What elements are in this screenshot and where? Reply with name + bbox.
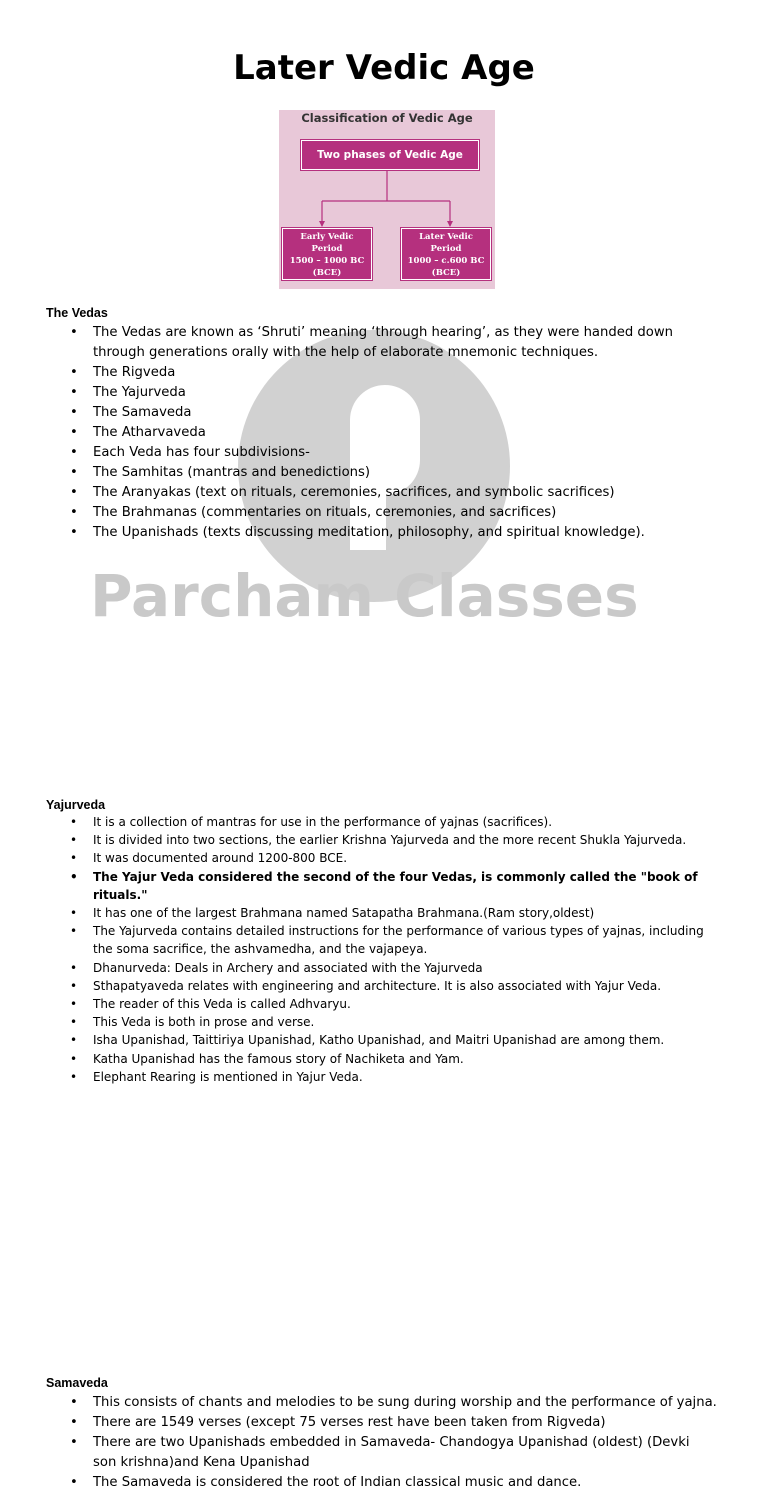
list-item: • The reader of this Veda is called Adhvaryu.: [46, 995, 726, 1013]
watermark-text: Parcham Classes: [90, 562, 639, 630]
diagram-text: (BCE): [312, 268, 342, 278]
diagram-title: Classification of Vedic Age: [301, 111, 473, 125]
list-item: • It was documented around 1200-800 BCE.: [46, 849, 726, 867]
list-item: • Elephant Rearing is mentioned in Yajur Veda.: [46, 1068, 726, 1086]
list-item: • The Samaveda is considered the root of Indian classical music and dance.: [46, 1473, 726, 1493]
list-item: • This consists of chants and melodies to be sung during worship and the performance of yajna.: [46, 1393, 726, 1413]
list-item: • The Aranyakas (text on rituals, ceremonies, sacrifices, and symbolic sacrifices): [46, 483, 726, 503]
section-heading: The Vedas: [46, 306, 108, 320]
yajurveda-list: [46, 813, 726, 1086]
list-item: • Katha Upanishad has the famous story of Nachiketa and Yam.: [46, 1050, 726, 1068]
list-item: • The Yajurveda contains detailed instructions for the performance of various types of yajnas, including the soma sacrifice, the ashvamedha, and the vajapeya.: [46, 922, 726, 958]
list-item: • The Rigveda: [46, 363, 726, 383]
diagram-root-box: Two phases of Vedic Age: [301, 140, 479, 170]
list-item: • Dhanurveda: Deals in Archery and associated with the Yajurveda: [46, 959, 726, 977]
list-item: • There are 1549 verses (except 75 verses rest have been taken from Rigveda): [46, 1413, 726, 1433]
section-heading: Yajurveda: [46, 798, 106, 812]
diagram-text: Period: [311, 244, 343, 254]
list-item: • There are two Upanishads embedded in Samaveda- Chandogya Upanishad (oldest) (Devki son krishna)and Kena Upanishad: [46, 1433, 726, 1473]
list-item: • The Brahmanas (commentaries on rituals, ceremonies, and sacrifices): [46, 503, 726, 523]
list-item: • The Samaveda: [46, 403, 726, 423]
vedas-section: [46, 306, 726, 543]
list-item: • The Samhitas (mantras and benedictions): [46, 463, 726, 483]
samaveda-section: [46, 1376, 726, 1493]
section-heading: Samaveda: [46, 1376, 108, 1391]
list-item: • The Yajurveda: [46, 383, 726, 403]
yajurveda-section: [46, 798, 726, 1086]
list-item: • The Vedas are known as ‘Shruti’ meaning ‘through hearing’, as they were handed down through generations orally with the help of elaborate mnemonic techniques.: [46, 323, 726, 363]
list-item: • It is a collection of mantras for use in the performance of yajnas (sacrifices).: [46, 813, 726, 831]
diagram-text: Later Vedic: [419, 232, 473, 242]
list-item: • It has one of the largest Brahmana named Satapatha Brahmana.(Ram story,oldest): [46, 904, 726, 922]
diagram-text: 1000 – c.600 BC: [407, 256, 485, 266]
list-item: • The Atharvaveda: [46, 423, 726, 443]
diagram-text: 1500 – 1000 BC: [289, 256, 365, 266]
list-item: • Each Veda has four subdivisions-: [46, 443, 726, 463]
diagram-text: (BCE): [431, 268, 461, 278]
list-item: • Isha Upanishad, Taittiriya Upanishad, Katho Upanishad, and Maitri Upanishad are among them.: [46, 1031, 726, 1049]
samaveda-list: [46, 1393, 726, 1493]
diagram-early-vedic-box: [282, 228, 372, 280]
list-item: • This Veda is both in prose and verse.: [46, 1013, 726, 1031]
list-item: • It is divided into two sections, the earlier Krishna Yajurveda and the more recent Shukla Yajurveda.: [46, 831, 726, 849]
page-title: Later Vedic Age: [233, 48, 535, 88]
vedic-age-diagram: [279, 110, 495, 289]
diagram-text: Early Vedic: [300, 232, 354, 242]
list-item: • The Yajur Veda considered the second of the four Vedas, is commonly called the "book of rituals.": [46, 868, 726, 904]
vedas-list: [46, 323, 726, 543]
list-item: • The Upanishads (texts discussing meditation, philosophy, and spiritual knowledge).: [46, 523, 726, 543]
diagram-later-vedic-box: [401, 228, 491, 280]
list-item: • Sthapatyaveda relates with engineering and architecture. It is also associated with Yajur Veda.: [46, 977, 726, 995]
diagram-text: Period: [430, 244, 462, 254]
